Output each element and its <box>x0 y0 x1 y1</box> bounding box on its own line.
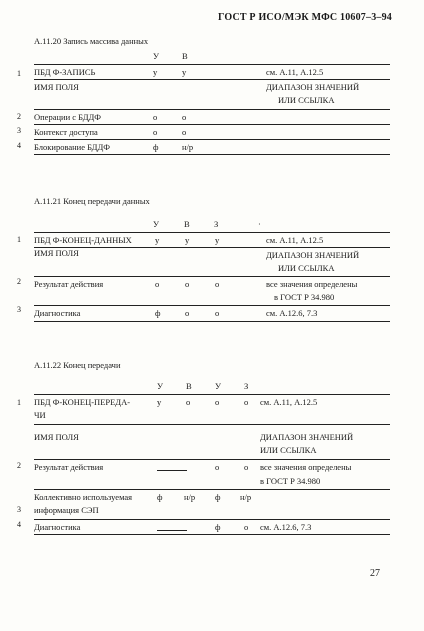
cell-value: ф <box>215 492 221 502</box>
row-name: ПБД Ф-КОНЕЦ-ПЕРЕДА- <box>34 397 131 407</box>
table-row <box>34 247 390 276</box>
col-header: У <box>153 219 160 229</box>
section-title-a1120: А.11.20 Запись массива данных <box>34 36 149 46</box>
row-number: 4 <box>17 141 21 150</box>
table-row <box>34 232 390 247</box>
row-reference-line2: ИЛИ ССЫЛКА <box>278 95 335 105</box>
row-name: Результат действия <box>34 279 104 289</box>
table-header <box>34 381 390 394</box>
table-row <box>34 139 390 155</box>
row-reference: ДИАПАЗОН ЗНАЧЕНИЙ <box>266 82 360 92</box>
cell-value: у <box>185 235 190 245</box>
row-reference: см. А.12.6, 7.3 <box>266 308 318 318</box>
document-header: ГОСТ Р ИСО/МЭК МФС 10607–3–94 <box>218 12 392 23</box>
blank-cell <box>157 522 187 533</box>
row-reference: ДИАПАЗОН ЗНАЧЕНИЙ <box>266 250 360 260</box>
cell-value: о <box>244 462 249 472</box>
cell-value: у <box>215 235 220 245</box>
col-header: В <box>182 51 188 61</box>
col-header: З <box>244 381 249 391</box>
cell-value: ф <box>157 492 163 502</box>
row-reference-line2: ИЛИ ССЫЛКА <box>278 263 335 273</box>
row-number: 2 <box>17 112 21 121</box>
cell-value: ф <box>215 522 221 532</box>
row-reference: см. А.12.6, 7.3 <box>260 522 312 532</box>
cell-value: ф <box>155 308 161 318</box>
row-name: Диагностика <box>34 522 81 532</box>
cell-value: н/р <box>182 142 194 152</box>
col-header: У <box>157 381 164 391</box>
row-number: 3 <box>17 126 21 135</box>
table-row <box>34 519 390 535</box>
table-row <box>34 79 390 109</box>
table-header <box>34 219 390 232</box>
cell-value: н/р <box>240 492 252 502</box>
row-number: 1 <box>17 398 21 407</box>
cell-value: о <box>244 397 249 407</box>
col-header: У <box>153 51 160 61</box>
col-header: В <box>184 219 190 229</box>
row-name: ПБД Ф-КОНЕЦ-ДАННЫХ <box>34 235 132 245</box>
col-header: З <box>214 219 219 229</box>
cell-value: о <box>155 279 160 289</box>
cell-value: ф <box>153 142 159 152</box>
row-reference-line2: в ГОСТ Р 34.980 <box>260 476 321 486</box>
row-number: 1 <box>17 69 21 78</box>
row-name: Блокирование БДДФ <box>34 142 110 152</box>
row-number: 4 <box>17 520 21 529</box>
page-number: 27 <box>370 568 380 579</box>
row-name: ИМЯ ПОЛЯ <box>34 82 79 92</box>
row-reference: см. А.11, А.12.5 <box>266 235 324 245</box>
table-row <box>34 124 390 139</box>
row-reference: см. А.11, А.12.5 <box>266 67 324 77</box>
row-reference: см. А.11, А.12.5 <box>260 397 318 407</box>
row-name: Контекст доступа <box>34 127 98 137</box>
table-row <box>34 394 390 424</box>
section-title-a1121: А.11.21 Конец передачи данных <box>34 196 150 206</box>
row-reference-line2: ИЛИ ССЫЛКА <box>260 445 317 455</box>
table-row <box>34 64 390 79</box>
table-a1122 <box>34 381 390 535</box>
row-name: ИМЯ ПОЛЯ <box>34 248 79 258</box>
row-number: 2 <box>17 461 21 470</box>
cell-value: о <box>215 308 220 318</box>
table-a1120 <box>34 51 390 155</box>
row-name: Операции с БДДФ <box>34 112 102 122</box>
col-header: · <box>258 219 261 229</box>
section-title-a1122: А.11.22 Конец передачи <box>34 360 121 370</box>
cell-value: о <box>153 127 158 137</box>
cell-value: о <box>215 279 220 289</box>
row-name: ИМЯ ПОЛЯ <box>34 432 79 442</box>
row-reference-line2: в ГОСТ Р 34.980 <box>274 292 335 302</box>
table-row <box>34 459 390 489</box>
row-number: 3 <box>17 305 21 314</box>
cell-value: о <box>182 127 187 137</box>
table-row <box>34 276 390 305</box>
row-reference: все значения определены <box>266 279 358 289</box>
cell-value: у <box>153 67 158 77</box>
row-reference: все значения определены <box>260 462 352 472</box>
table-a1121 <box>34 219 390 322</box>
col-header: В <box>186 381 192 391</box>
cell-value: н/р <box>184 492 196 502</box>
row-name-line2: информация СЭП <box>34 505 99 515</box>
cell-value: о <box>215 397 220 407</box>
table-row <box>34 109 390 124</box>
row-number: 1 <box>17 235 21 244</box>
cell-value: о <box>185 279 190 289</box>
row-name: Диагностика <box>34 308 81 318</box>
cell-value: у <box>182 67 187 77</box>
table-row <box>34 424 390 459</box>
cell-value: у <box>157 397 162 407</box>
cell-value: у <box>155 235 160 245</box>
cell-value: о <box>153 112 158 122</box>
row-name: Результат действия <box>34 462 104 472</box>
cell-value: о <box>185 308 190 318</box>
row-name-line2: ЧИ <box>34 410 46 420</box>
table-row <box>34 489 390 519</box>
cell-value: о <box>182 112 187 122</box>
col-header: У <box>215 381 222 391</box>
cell-value: о <box>244 522 249 532</box>
table-row <box>34 305 390 322</box>
row-name: Коллективно используемая <box>34 492 133 502</box>
row-number: 3 <box>17 505 21 514</box>
row-name: ПБД Ф-ЗАПИСЬ <box>34 67 96 77</box>
table-header <box>34 51 390 64</box>
blank-cell <box>157 462 187 473</box>
cell-value: о <box>215 462 220 472</box>
cell-value: о <box>186 397 191 407</box>
row-reference: ДИАПАЗОН ЗНАЧЕНИЙ <box>260 432 354 442</box>
row-number: 2 <box>17 277 21 286</box>
